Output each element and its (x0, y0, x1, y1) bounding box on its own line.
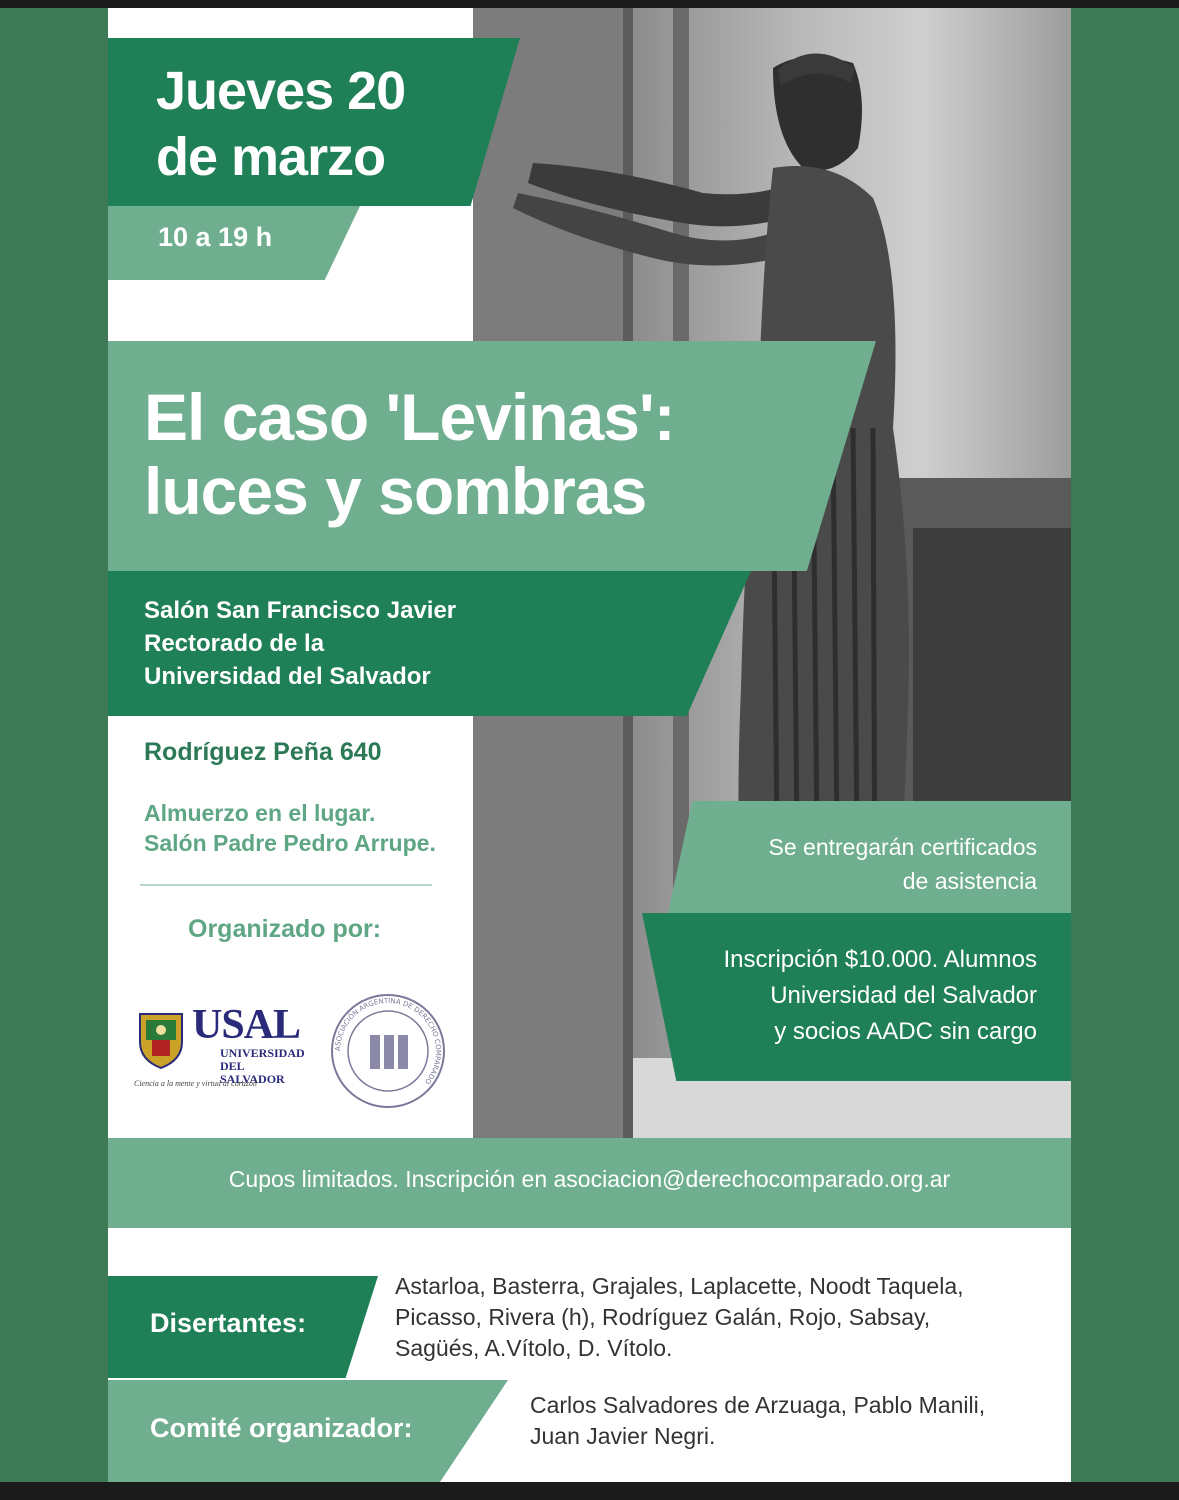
venue-line-3: Universidad del Salvador (144, 663, 431, 690)
speakers-line-3: Sagüés, A.Vítolo, D. Vítolo. (395, 1335, 673, 1361)
event-date (156, 58, 405, 190)
fee-line-1: Inscripción $10.000. Alumnos (723, 946, 1037, 973)
speakers-line-2: Picasso, Rivera (h), Rodríguez Galán, Rojo, Sabsay, (395, 1304, 931, 1330)
bottom-bar (0, 1482, 1179, 1500)
cert-line-1: Se entregarán certificados (768, 834, 1037, 860)
lunch-line-2: Salón Padre Pedro Arrupe. (144, 830, 436, 856)
venue-line-1: Salón San Francisco Javier (144, 597, 457, 624)
registration-note: Cupos limitados. Inscripción en asociacion@derechocomparado.org.ar (228, 1166, 951, 1192)
aadc-seal-icon (328, 991, 448, 1111)
speakers-label: Disertantes: (150, 1308, 307, 1338)
usal-wordmark: USAL (192, 1002, 301, 1048)
fee-line-2: Universidad del Salvador (770, 982, 1037, 1009)
usal-motto: Ciencia a la mente y virtud al corazón (134, 1079, 257, 1088)
usal-sub-line-2: DEL SALVADOR (220, 1059, 285, 1086)
aadc-ring-text: ASOCIACIÓN ARGENTINA DE DERECHO COMPARADO (333, 996, 443, 1086)
date-line-1: Jueves 20 (156, 61, 406, 121)
lunch-line-1: Almuerzo en el lugar. (144, 800, 376, 826)
committee-line-1: Carlos Salvadores de Arzuaga, Pablo Manili, (530, 1392, 986, 1418)
cert-line-2: de asistencia (902, 868, 1037, 894)
speakers-line-1: Astarloa, Basterra, Grajales, Laplacette, Noodt Taquela, (395, 1273, 964, 1299)
date-line-2: de marzo (156, 127, 386, 187)
venue-line-2: Rectorado de la (144, 630, 325, 657)
organizers-label: Organizado por: (188, 915, 382, 943)
lunch-info (144, 798, 436, 858)
committee-line-2: Juan Javier Negri. (530, 1423, 716, 1449)
fee-note (723, 942, 1037, 1050)
speakers-list (395, 1271, 964, 1364)
event-poster (108, 8, 1071, 1482)
title-line-2: luces y sombras (144, 454, 647, 528)
usal-crest-icon (136, 1008, 186, 1070)
title-line-1: El caso 'Levinas': (144, 380, 675, 454)
usal-sub-line-1: UNIVERSIDAD (220, 1046, 305, 1060)
event-title (144, 380, 675, 528)
event-time: 10 a 19 h (158, 222, 273, 252)
certificate-note (769, 830, 1038, 898)
venue-info (144, 594, 456, 693)
top-bar (0, 0, 1179, 8)
venue-address: Rodríguez Peña 640 (144, 738, 382, 766)
divider (140, 884, 432, 886)
committee-list (530, 1390, 985, 1452)
committee-label: Comité organizador: (150, 1413, 413, 1443)
fee-line-3: y socios AADC sin cargo (774, 1018, 1037, 1045)
usal-logo (134, 1003, 304, 1098)
